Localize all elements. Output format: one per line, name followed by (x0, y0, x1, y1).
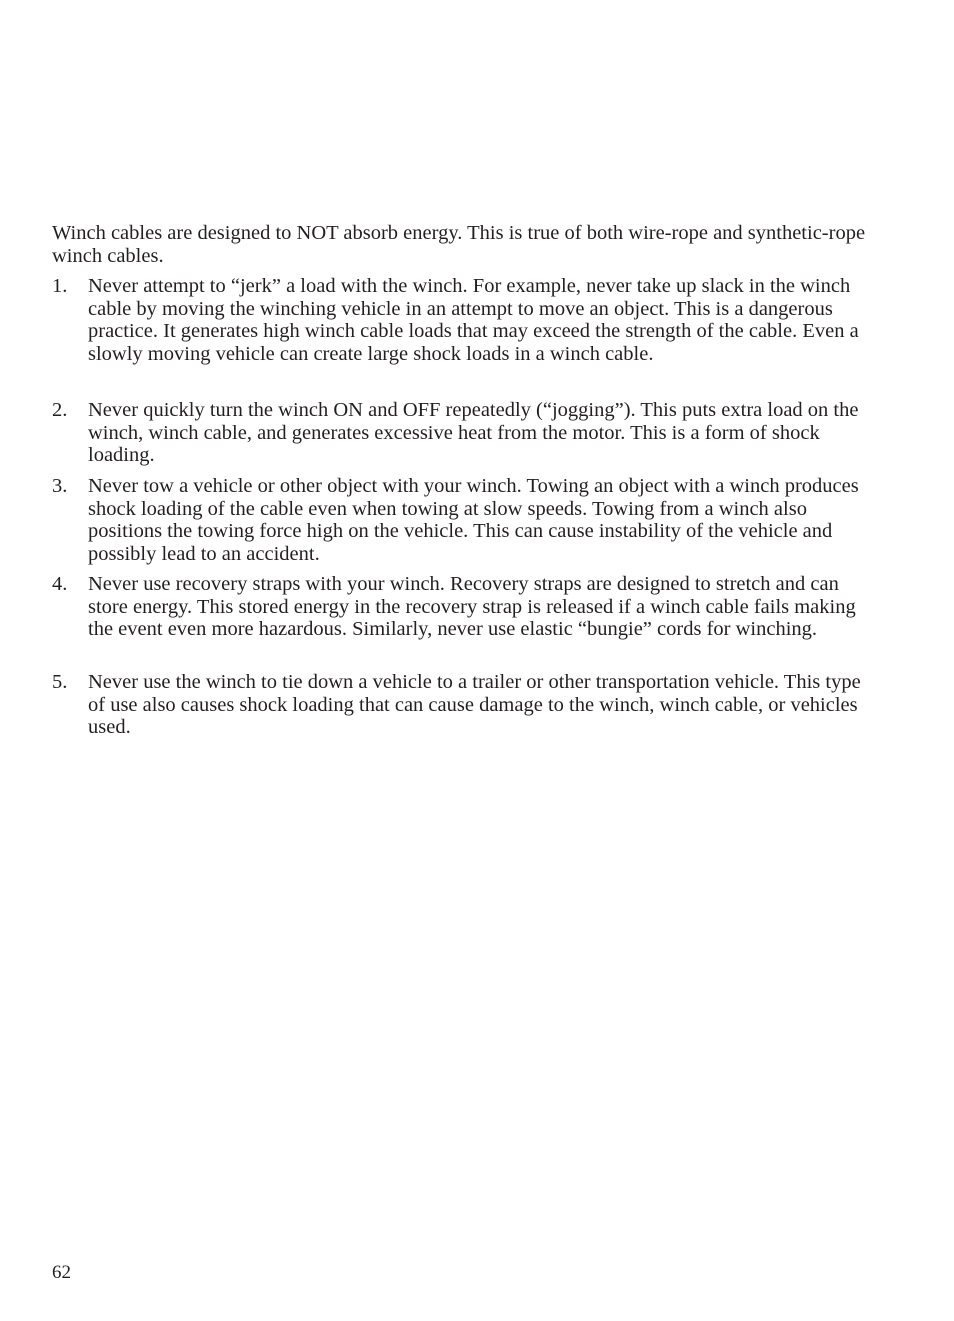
list-item-number: 2. (52, 399, 68, 421)
list-item (52, 475, 882, 565)
list-item-text: Never attempt to “jerk” a load with the winch. For example, never take up slack in the winch cable by moving the winching vehicle in an attempt to move an object. This is a dangerous practice. It generates high winch cable loads that may exceed the strength of the cable. Even a slowly moving vehicle can create large shock loads in a winch cable. (88, 275, 859, 365)
list-item-text: Never use the winch to tie down a vehicle to a trailer or other transportation vehicle. This type of use also causes shock loading that can cause damage to the winch, winch cable, or vehicles used. (88, 671, 861, 738)
list-item-number: 5. (52, 671, 68, 693)
list-item-text: Never use recovery straps with your winch. Recovery straps are designed to stretch and can store energy. This stored energy in the recovery strap is released if a winch cable fails making the event even more hazardous. Similarly, never use elastic “bungie” cords for winching. (88, 573, 856, 640)
list-item (52, 671, 882, 739)
list-item (52, 399, 882, 467)
list-item-text: Never quickly turn the winch ON and OFF repeatedly (“jogging”). This puts extra load on the winch, winch cable, and generates excessive heat from the motor. This is a form of shock loading. (88, 399, 859, 466)
list-item-number: 3. (52, 475, 68, 497)
list-item (52, 573, 882, 641)
page-number: 62 (52, 1262, 71, 1283)
intro-paragraph: Winch cables are designed to NOT absorb energy. This is true of both wire-rope and synthetic-rope winch cables. (52, 222, 866, 267)
list-item-number: 4. (52, 573, 68, 595)
list-item-text: Never tow a vehicle or other object with your winch. Towing an object with a winch produces shock loading of the cable even when towing at slow speeds. Towing from a winch also positions the towing force high on the vehicle. This can cause instability of the vehicle and possibly lead to an accident. (88, 475, 859, 565)
list-item (52, 275, 882, 365)
list-item-number: 1. (52, 275, 68, 297)
